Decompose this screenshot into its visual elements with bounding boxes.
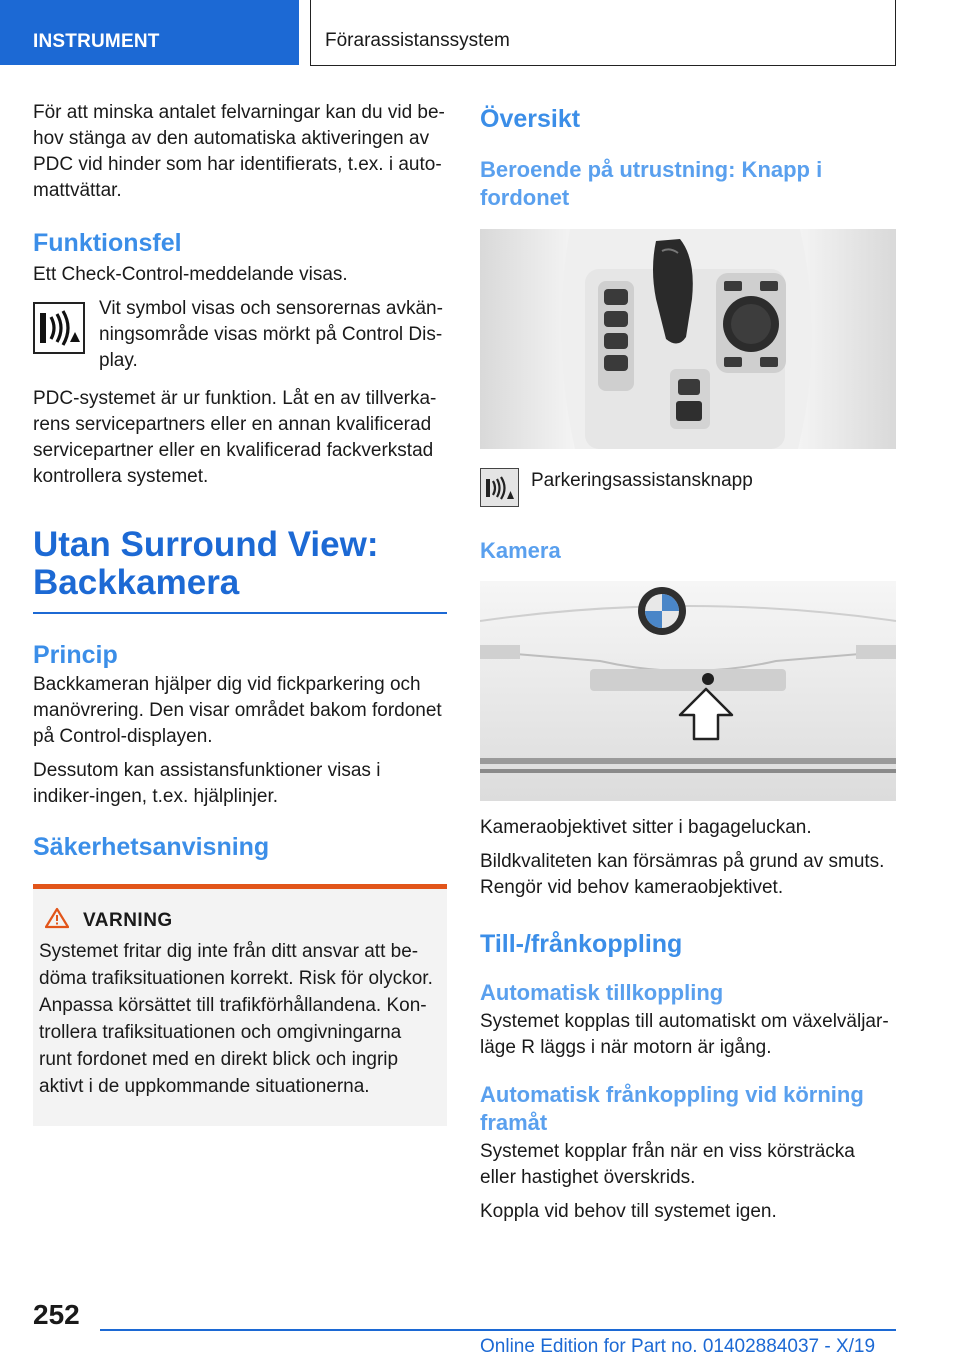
parking-assist-button-icon	[480, 468, 519, 507]
button-caption: Parkeringsassistansknapp	[531, 470, 753, 491]
fault-text: Ett Check-Control-meddelande visas.	[33, 264, 348, 285]
header-section: INSTRUMENT	[0, 0, 299, 65]
fault-heading: Funktionsfel	[33, 229, 182, 257]
camera-text-2: Bildkvaliteten kan försämras på grund av smuts. Rengör vid behov kameraobjektivet.	[480, 851, 885, 898]
fault-text-2: PDC-systemet är ur funktion. Låt en av tillverka-rens servicepartners eller en annan kvalificerad servicepartner eller en kvalificerad fackverkstad kontrollera systemet.	[33, 388, 437, 487]
principle-text-1: Backkameran hjälper dig vid fickparkering och manövrering. Den visar området bakom fordonet på Control-displayen.	[33, 674, 442, 747]
equipment-heading: Beroende på utrustning: Knapp i fordonet	[480, 157, 823, 210]
camera-heading: Kamera	[480, 538, 561, 563]
fault-icon-row	[33, 296, 447, 374]
auto-off-heading: Automatisk frånkoppling vid körning framåt	[480, 1082, 864, 1135]
warning-triangle-icon	[45, 907, 69, 934]
warning-title: VARNING	[83, 909, 173, 931]
right-column	[480, 100, 896, 1233]
main-heading: Utan Surround View: Backkamera	[33, 526, 447, 614]
auto-off-text-2: Koppla vid behov till systemet igen.	[480, 1201, 777, 1222]
left-column	[33, 100, 447, 1126]
auto-off-text-1: Systemet kopplar från när en viss körsträcka eller hastighet överskrids.	[480, 1141, 855, 1188]
auto-on-text: Systemet kopplas till automatiskt om växelväljar-läge R läggs i när motorn är igång.	[480, 1011, 889, 1058]
fault-icon-text: Vit symbol visas och sensorernas avkän-ningsområde visas mörkt på Control Dis-play.	[99, 298, 443, 371]
camera-text-1: Kameraobjektivet sitter i bagageluckan.	[480, 817, 812, 838]
header-chapter: Förarassistanssystem	[310, 0, 896, 66]
camera-photo	[480, 581, 896, 801]
principle-text-2: Dessutom kan assistansfunktioner visas i indiker-ingen, t.ex. hjälplinjer.	[33, 760, 381, 807]
footer-divider	[100, 1329, 896, 1331]
auto-on-heading: Automatisk tillkoppling	[480, 980, 724, 1005]
intro-paragraph: För att minska antalet felvarningar kan du vid be-hov stänga av den automatiska aktiveringen av PDC vid hinder som har identifierats, t.ex. i auto-mattvättar.	[33, 102, 445, 201]
footer-edition: Online Edition for Part no. 01402884037 - X/19	[480, 1336, 876, 1357]
safety-heading: Säkerhetsanvisning	[33, 833, 270, 861]
button-caption-row	[480, 468, 896, 507]
page-number: 252	[33, 1299, 80, 1330]
onoff-heading: Till-/frånkoppling	[480, 930, 683, 958]
principle-heading: Princip	[33, 641, 118, 669]
pdc-sensor-icon	[33, 302, 85, 354]
warning-box	[33, 884, 447, 1126]
console-photo	[480, 229, 896, 449]
overview-heading: Översikt	[480, 105, 581, 133]
warning-text: Systemet fritar dig inte från ditt ansvar att be-döma trafiksituationen korrekt. Risk för olyckor. Anpassa körsättet till trafikförhållandena. Kon-trollera trafiksituationen och omgivningarna runt fordonet med en direkt blick och ingrip aktivt i de uppkommande situationerna.	[39, 941, 433, 1097]
